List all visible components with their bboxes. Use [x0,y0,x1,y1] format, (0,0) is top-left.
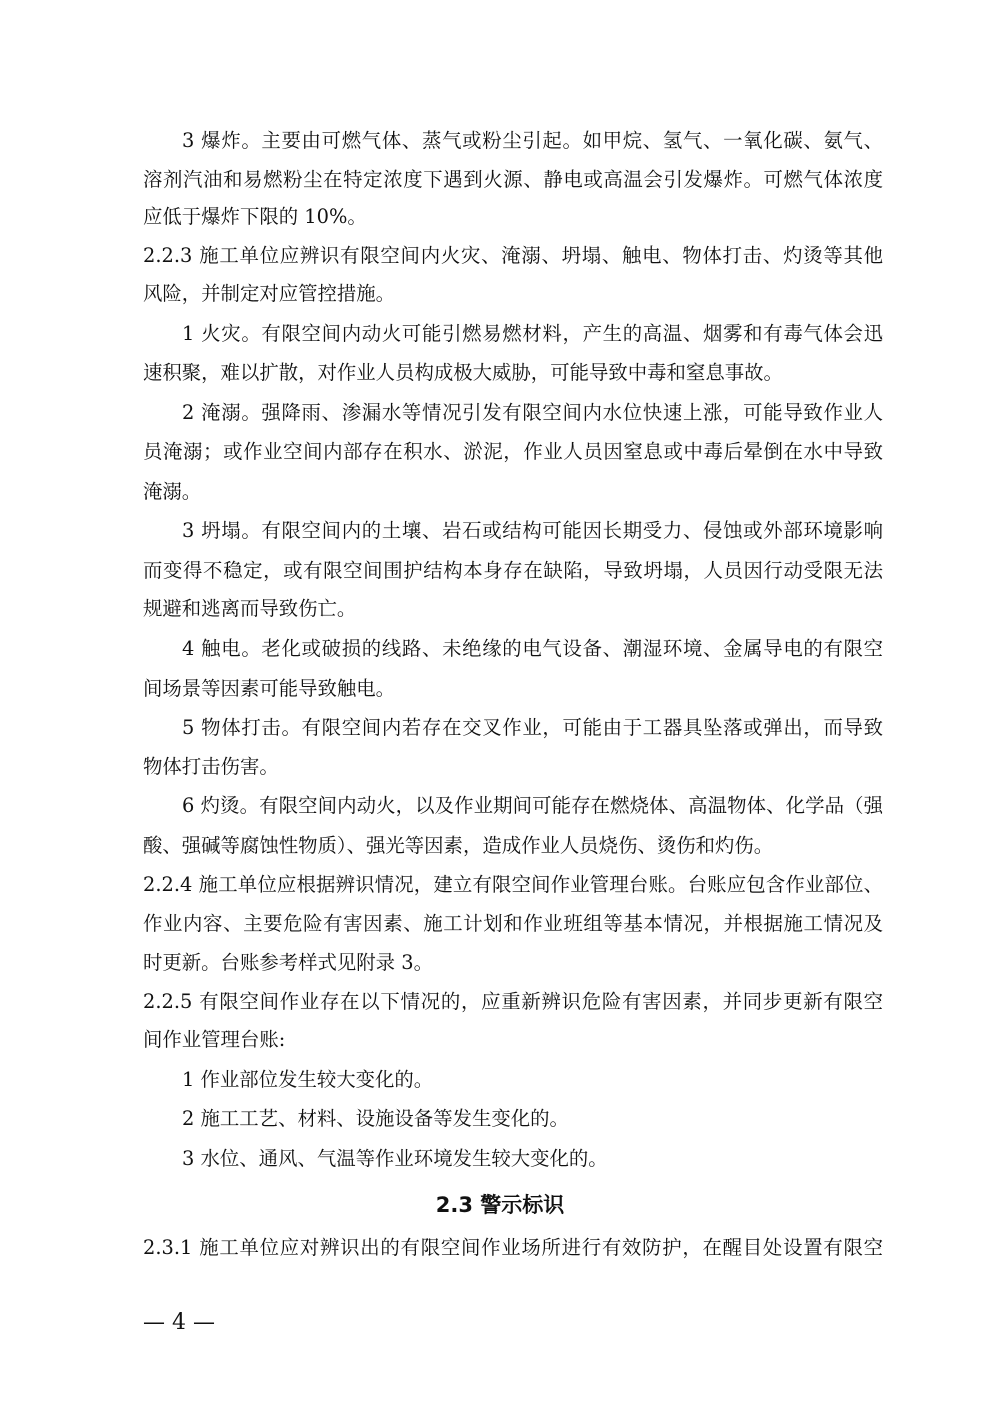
paragraph-line: 5 物体打击。有限空间内若存在交叉作业，可能由于工器具坠落或弹出，而导致 [182,716,883,739]
paragraph-line: 作业内容、主要危险有害因素、施工计划和作业班组等基本情况，并根据施工情况及 [143,912,883,935]
paragraph-line: 2.3.1 施工单位应对辨识出的有限空间作业场所进行有效防护，在醒目处设置有限空 [143,1236,883,1259]
page-number: — 4 — [143,1310,215,1335]
paragraph-line: 6 灼烫。有限空间内动火，以及作业期间可能存在燃烧体、高温物体、化学品（强 [182,794,883,817]
paragraph-line: 2 淹溺。强降雨、渗漏水等情况引发有限空间内水位快速上涨，可能导致作业人 [182,401,883,424]
paragraph-line: 速积聚，难以扩散，对作业人员构成极大威胁，可能导致中毒和窒息事故。 [143,361,783,384]
section-heading: 2.3 警示标识 [435,1193,565,1217]
paragraph-line: 溶剂汽油和易燃粉尘在特定浓度下遇到火源、静电或高温会引发爆炸。可燃气体浓度 [143,168,883,191]
paragraph-line: 2.2.3 施工单位应辨识有限空间内火灾、淹溺、坍塌、触电、物体打击、灼烫等其他 [143,244,883,267]
paragraph-line: 物体打击伤害。 [143,755,279,778]
paragraph-line: 时更新。台账参考样式见附录 3。 [143,951,433,974]
paragraph-line: 1 作业部位发生较大变化的。 [182,1068,434,1091]
paragraph-line: 风险，并制定对应管控措施。 [143,282,396,305]
paragraph-line: 淹溺。 [143,480,202,503]
paragraph-line: 应低于爆炸下限的 10%。 [143,205,367,228]
paragraph-line: 间场景等因素可能导致触电。 [143,677,396,700]
paragraph-line: 而变得不稳定，或有限空间围护结构本身存在缺陷，导致坍塌，人员因行动受限无法 [143,559,883,582]
paragraph-line: 2.2.4 施工单位应根据辨识情况，建立有限空间作业管理台账。台账应包含作业部位、 [143,873,883,896]
paragraph-line: 3 爆炸。主要由可燃气体、蒸气或粉尘引起。如甲烷、氢气、一氧化碳、氨气、 [182,129,883,152]
paragraph-line: 1 火灾。有限空间内动火可能引燃易燃材料，产生的高温、烟雾和有毒气体会迅 [182,322,883,345]
paragraph-line: 员淹溺；或作业空间内部存在积水、淤泥，作业人员因窒息或中毒后晕倒在水中导致 [143,440,883,463]
paragraph-line: 酸、强碱等腐蚀性物质）、强光等因素，造成作业人员烧伤、烫伤和灼伤。 [143,834,774,857]
paragraph-line: 3 水位、通风、气温等作业环境发生较大变化的。 [182,1147,608,1170]
paragraph-line: 2.2.5 有限空间作业存在以下情况的，应重新辨识危险有害因素，并同步更新有限空 [143,990,883,1013]
paragraph-line: 3 坍塌。有限空间内的土壤、岩石或结构可能因长期受力、侵蚀或外部环境影响 [182,519,883,542]
paragraph-line: 间作业管理台账: [143,1028,286,1051]
paragraph-line: 4 触电。老化或破损的线路、未绝缘的电气设备、潮湿环境、金属导电的有限空 [182,637,883,660]
paragraph-line: 2 施工工艺、材料、设施设备等发生变化的。 [182,1107,569,1130]
paragraph-line: 规避和逃离而导致伤亡。 [143,597,357,620]
